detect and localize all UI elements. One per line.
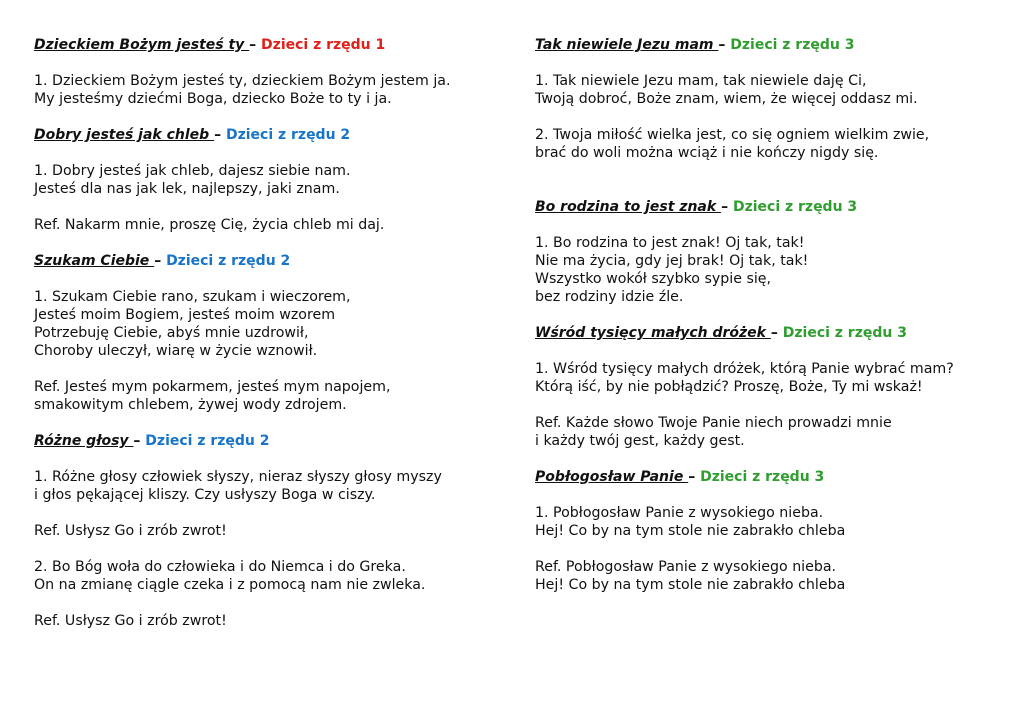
group-label: Dzieci z rzędu 3 — [782, 325, 907, 341]
song-heading — [34, 432, 504, 450]
group-label: Dzieci z rzędu 3 — [730, 37, 855, 53]
dash: – — [214, 127, 222, 143]
group-label: Dzieci z rzędu 1 — [261, 37, 386, 53]
refrain-line: Ref. Każde słowo Twoje Panie niech prowadzi mnie — [535, 415, 892, 431]
lyric-line: 1. Tak niewiele Jezu mam, tak niewiele daję Ci, — [535, 73, 867, 89]
group-label: Dzieci z rzędu 3 — [732, 199, 858, 215]
song-title: Różne głosy — [34, 433, 134, 449]
lyric-line: i głos pękającej kliszy. Czy usłyszy Boga w ciszy. — [34, 487, 376, 503]
song-title: Pobłogosław Panie — [535, 469, 689, 485]
lyric-line: Wszystko wokół szybko sypie się, — [535, 271, 772, 287]
group-label: Dzieci z rzędu 3 — [700, 469, 825, 485]
lyric-line: Jesteś moim Bogiem, jesteś moim wzorem — [34, 307, 336, 323]
song-heading — [535, 324, 1005, 342]
dash: – — [721, 199, 729, 215]
song-heading — [34, 252, 504, 270]
lyric-line: Potrzebuję Ciebie, abyś mnie uzdrowił, — [34, 325, 309, 341]
song-heading — [535, 36, 1005, 54]
song-title: Dobry jesteś jak chleb — [34, 127, 215, 143]
refrain-line: smakowitym chlebem, żywej wody zdrojem. — [34, 397, 347, 413]
refrain-line: Ref. Nakarm mnie, proszę Cię, życia chleb mi daj. — [34, 217, 385, 233]
refrain-line: Hej! Co by na tym stole nie zabrakło chleba — [535, 577, 846, 593]
lyric-line: Jesteś dla nas jak lek, najlepszy, jaki znam. — [34, 181, 340, 197]
song-heading — [34, 126, 504, 144]
lyric-line: 1. Różne głosy człowiek słyszy, nieraz słyszy głosy myszy — [34, 469, 442, 485]
lyric-line: My jesteśmy dziećmi Boga, dziecko Boże to ty i ja. — [34, 91, 392, 107]
lyric-line: 1. Dzieckiem Bożym jesteś ty, dzieckiem Bożym jestem ja. — [34, 73, 451, 89]
group-label: Dzieci z rzędu 2 — [145, 433, 270, 449]
dash: – — [770, 325, 778, 341]
lyric-line: brać do woli można wciąż i nie kończy nigdy się. — [535, 145, 879, 161]
lyric-line: Hej! Co by na tym stole nie zabrakło chleba — [535, 523, 846, 539]
lyric-line: 1. Wśród tysięcy małych dróżek, którą Panie wybrać mam? — [535, 361, 954, 377]
left-column — [34, 36, 504, 630]
lyric-line: 1. Szukam Ciebie rano, szukam i wieczorem, — [34, 289, 351, 305]
refrain-line: Ref. Usłysz Go i zrób zwrot! — [34, 523, 227, 539]
lyric-line: 2. Twoja miłość wielka jest, co się ogniem wielkim zwie, — [535, 127, 930, 143]
lyric-line: 1. Bo rodzina to jest znak! Oj tak, tak! — [535, 235, 805, 251]
song-title: Wśród tysięcy małych dróżek — [535, 325, 771, 341]
dash: – — [133, 433, 141, 449]
song-title: Tak niewiele Jezu mam — [535, 37, 719, 53]
song-title: Bo rodzina to jest znak — [535, 199, 722, 215]
right-column — [535, 36, 1005, 594]
song-heading — [535, 198, 1005, 216]
group-label: Dzieci z rzędu 2 — [225, 127, 351, 143]
lyric-line: Twoją dobroć, Boże znam, wiem, że więcej oddasz mi. — [535, 91, 918, 107]
lyric-line: bez rodziny idzie źle. — [535, 289, 684, 305]
lyric-line: On na zmianę ciągle czeka i z pomocą nam nie zwleka. — [34, 577, 426, 593]
dash: – — [718, 37, 726, 53]
refrain-line: Ref. Usłysz Go i zrób zwrot! — [34, 613, 227, 629]
refrain-line: i każdy twój gest, każdy gest. — [535, 433, 745, 449]
lyric-line: Nie ma życia, gdy jej brak! Oj tak, tak! — [535, 253, 809, 269]
lyric-line: 1. Dobry jesteś jak chleb, dajesz siebie nam. — [34, 163, 351, 179]
song-title: Szukam Ciebie — [34, 253, 155, 269]
dash: – — [249, 37, 257, 53]
lyric-line: 1. Pobłogosław Panie z wysokiego nieba. — [535, 505, 824, 521]
lyric-line: Którą iść, by nie pobłądzić? Proszę, Boże, Ty mi wskaż! — [535, 379, 923, 395]
song-title: Dzieckiem Bożym jesteś ty — [34, 37, 250, 53]
refrain-line: Ref. Pobłogosław Panie z wysokiego nieba. — [535, 559, 837, 575]
group-label: Dzieci z rzędu 2 — [166, 253, 291, 269]
lyric-line: Choroby uleczył, wiarę w życie wznowił. — [34, 343, 318, 359]
dash: – — [154, 253, 162, 269]
dash: – — [688, 469, 696, 485]
lyric-line: 2. Bo Bóg woła do człowieka i do Niemca i do Greka. — [34, 559, 406, 575]
song-heading — [34, 36, 504, 54]
refrain-line: Ref. Jesteś mym pokarmem, jesteś mym napojem, — [34, 379, 391, 395]
song-heading — [535, 468, 1005, 486]
